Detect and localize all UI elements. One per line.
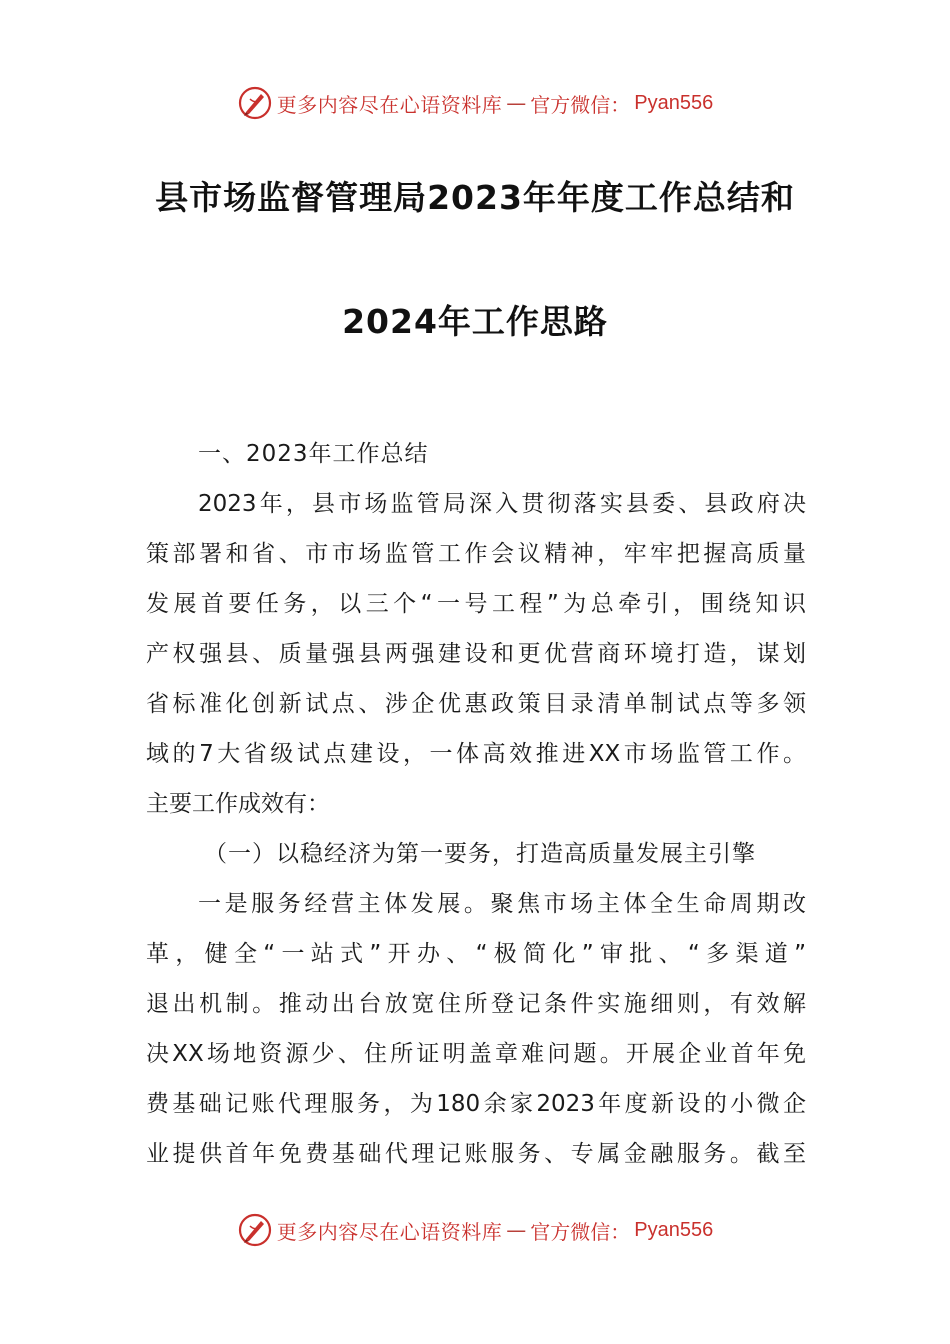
paragraph-line: 业提供首年免费基础代理记账服务、专属金融服务。截至 — [146, 1141, 806, 1167]
watermark-main-text: 更多内容尽在心语资料库 — [276, 1219, 503, 1244]
paragraph-line: 域的7大省级试点建设，一体高效推进XX市场监管工作。 — [146, 741, 806, 767]
watermark-official-label: 官方微信： — [530, 1219, 631, 1244]
paragraph-line: 策部署和省、市市场监管工作会议精神，牢牢把握高质量 — [146, 541, 806, 567]
watermark-header — [0, 83, 950, 123]
watermark-wechat-id: Pyan556 — [634, 91, 714, 114]
watermark-official-label: 官方微信： — [530, 92, 631, 117]
section-heading: 一、2023年工作总结 — [198, 441, 429, 467]
watermark-footer — [0, 1210, 950, 1250]
document-title-line-1: 县市场监督管理局2023年年度工作总结和 — [155, 178, 795, 217]
paragraph-line: 费基础记账代理服务，为180余家2023年度新设的小微企 — [146, 1091, 806, 1117]
paragraph-line: 发展首要任务，以三个“一号工程”为总牵引，围绕知识 — [146, 591, 806, 617]
pen-logo-icon — [237, 1212, 273, 1248]
paragraph-line: 决XX场地资源少、住所证明盖章难问题。开展企业首年免 — [146, 1041, 806, 1067]
document-title-line-2: 2024年工作思路 — [342, 302, 608, 341]
watermark-separator: — — [506, 91, 527, 115]
subsection-heading: （一）以稳经济为第一要务，打造高质量发展主引擎 — [204, 841, 756, 867]
pen-logo-icon — [237, 85, 273, 121]
paragraph-line: 退出机制。推动出台放宽住所登记条件实施细则，有效解 — [146, 991, 806, 1017]
paragraph-line: 产权强县、质量强县两强建设和更优营商环境打造，谋划 — [146, 641, 806, 667]
paragraph-line: 革，健全“一站式”开办、“极简化”审批、“多渠道” — [146, 941, 806, 967]
watermark-separator: — — [506, 1218, 527, 1242]
paragraph-line: 主要工作成效有： — [146, 791, 330, 817]
watermark-wechat-id: Pyan556 — [634, 1218, 714, 1241]
paragraph-line: 一是服务经营主体发展。聚焦市场主体全生命周期改 — [198, 891, 806, 917]
paragraph-line: 省标准化创新试点、涉企优惠政策目录清单制试点等多领 — [146, 691, 806, 717]
paragraph-line: 2023年，县市场监管局深入贯彻落实县委、县政府决 — [198, 491, 806, 517]
watermark-main-text: 更多内容尽在心语资料库 — [276, 92, 503, 117]
